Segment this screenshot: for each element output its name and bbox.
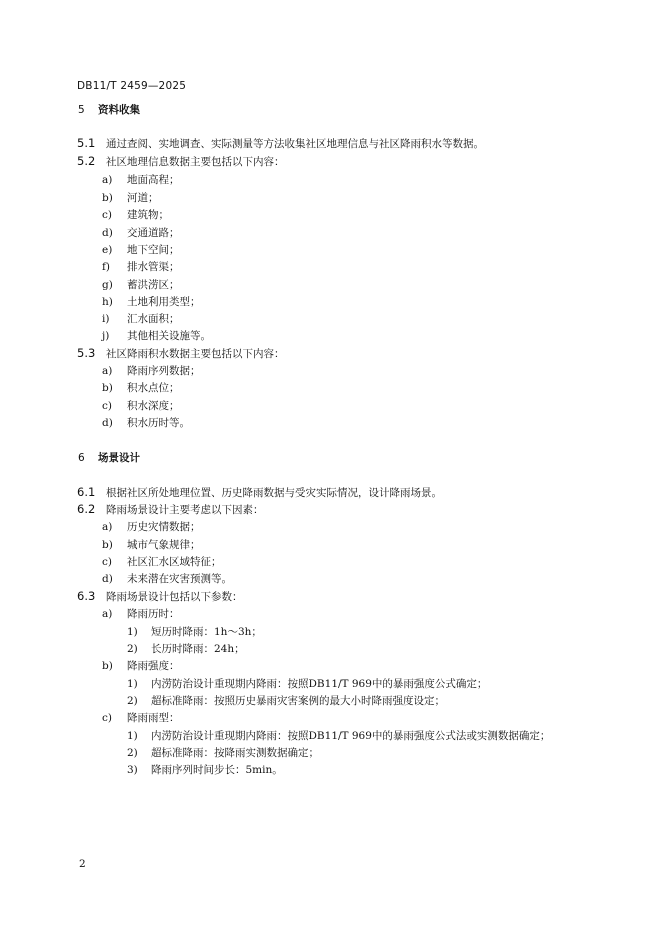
sub-list-item (127, 728, 550, 743)
clause-number: 5.2 (77, 154, 96, 168)
list-text: 降雨序列数据； (127, 365, 201, 377)
sub-list-marker: 2) (127, 695, 138, 707)
list-marker: c) (102, 712, 112, 724)
list-marker: b) (102, 192, 113, 204)
list-item (102, 537, 201, 552)
sub-list-item (127, 693, 445, 708)
sub-list-text: 短历时降雨：1h～3h； (151, 626, 262, 638)
sub-list-item (127, 745, 319, 760)
clause-5-2 (77, 154, 285, 169)
list-marker: g) (102, 279, 113, 291)
list-text: 交通道路； (127, 227, 180, 239)
clause-text: 降雨场景设计主要考虑以下因素： (106, 504, 264, 516)
sub-list-marker: 2) (127, 643, 138, 655)
sub-list-text: 降雨序列时间步长：5min。 (151, 764, 283, 776)
sub-list-marker: 2) (127, 747, 138, 759)
list-item (102, 606, 180, 621)
sub-list-marker: 3) (127, 764, 138, 776)
list-text: 其他相关设施等。 (127, 330, 211, 342)
list-marker: i) (102, 313, 110, 325)
sub-list-item (127, 676, 487, 691)
list-item (102, 380, 180, 395)
list-text: 社区汇水区域特征； (127, 556, 222, 568)
list-item (102, 658, 180, 673)
list-item (102, 311, 180, 326)
section-number: 6 (78, 452, 85, 464)
sub-list-text: 内涝防治设计重现期内降雨：按照DB11/T 969中的暴雨强度公式确定； (151, 678, 488, 690)
list-item (102, 294, 201, 309)
sub-list-item (127, 624, 262, 639)
list-text: 汇水面积； (127, 313, 180, 325)
list-marker: j) (102, 330, 110, 342)
list-marker: b) (102, 382, 113, 394)
list-item (102, 571, 232, 586)
list-item (102, 225, 180, 240)
clause-6-1 (77, 485, 442, 500)
list-marker: c) (102, 209, 112, 221)
list-marker: a) (102, 521, 113, 533)
section-5-heading (78, 102, 140, 117)
list-text: 降雨强度： (127, 660, 180, 672)
sub-list-item (127, 641, 245, 656)
list-text: 河道； (127, 192, 159, 204)
list-marker: a) (102, 365, 113, 377)
list-item (102, 207, 169, 222)
list-marker: b) (102, 660, 113, 672)
list-item (102, 259, 180, 274)
list-item (102, 398, 180, 413)
clause-text: 降雨场景设计包括以下参数： (106, 591, 243, 603)
sub-list-text: 内涝防治设计重现期内降雨：按照DB11/T 969中的暴雨强度公式法或实测数据确定； (151, 730, 551, 742)
list-item (102, 242, 180, 257)
list-text: 未来潜在灾害预测等。 (127, 573, 232, 585)
list-marker: d) (102, 417, 113, 429)
list-item (102, 172, 180, 187)
list-text: 土地利用类型； (127, 296, 201, 308)
list-item (102, 519, 201, 534)
standard-code-header: DB11/T 2459—2025 (77, 80, 187, 92)
clause-5-3 (77, 346, 285, 361)
sub-list-marker: 1) (127, 730, 138, 742)
section-title: 资料收集 (98, 104, 140, 116)
clause-text: 社区降雨积水数据主要包括以下内容： (106, 348, 285, 360)
list-text: 降雨雨型： (127, 712, 180, 724)
sub-list-marker: 1) (127, 678, 138, 690)
list-item (102, 710, 180, 725)
clause-6-2 (77, 502, 264, 517)
list-text: 降雨历时： (127, 608, 180, 620)
list-marker: h) (102, 296, 113, 308)
section-6-heading (78, 450, 140, 465)
clause-text: 社区地理信息数据主要包括以下内容： (106, 156, 285, 168)
sub-list-item (127, 762, 283, 777)
clause-6-3 (77, 589, 243, 604)
list-item (102, 415, 190, 430)
list-marker: a) (102, 608, 113, 620)
list-text: 积水深度； (127, 400, 180, 412)
list-marker: c) (102, 556, 112, 568)
clause-text: 通过查阅、实地调查、实际测量等方法收集社区地理信息与社区降雨积水等数据。 (106, 138, 484, 150)
list-item (102, 554, 222, 569)
section-number: 5 (78, 104, 85, 116)
clause-number: 5.1 (77, 136, 96, 150)
list-item (102, 363, 201, 378)
list-marker: d) (102, 573, 113, 585)
list-marker: d) (102, 227, 113, 239)
list-text: 地面高程； (127, 174, 180, 186)
clause-text: 根据社区所处地理位置、历史降雨数据与受灾实际情况，设计降雨场景。 (106, 487, 442, 499)
clause-number: 6.2 (77, 502, 96, 516)
list-marker: c) (102, 400, 112, 412)
clause-number: 5.3 (77, 346, 96, 360)
clause-number: 6.1 (77, 485, 96, 499)
list-text: 排水管渠； (127, 261, 180, 273)
list-marker: b) (102, 539, 113, 551)
sub-list-marker: 1) (127, 626, 138, 638)
list-text: 地下空间； (127, 244, 180, 256)
list-item (102, 328, 211, 343)
list-item (102, 277, 180, 292)
sub-list-text: 超标准降雨：按照历史暴雨灾害案例的最大小时降雨强度设定； (151, 695, 445, 707)
list-marker: e) (102, 244, 113, 256)
sub-list-text: 超标准降雨：按降雨实测数据确定； (151, 747, 319, 759)
section-title: 场景设计 (98, 452, 140, 464)
list-text: 蓄洪涝区； (127, 279, 180, 291)
list-text: 历史灾情数据； (127, 521, 201, 533)
list-item (102, 190, 159, 205)
list-text: 积水点位； (127, 382, 180, 394)
list-text: 建筑物； (127, 209, 169, 221)
list-marker: f) (102, 261, 110, 273)
clause-5-1 (77, 136, 484, 151)
page-number: 2 (79, 858, 86, 870)
list-text: 积水历时等。 (127, 417, 190, 429)
clause-number: 6.3 (77, 589, 96, 603)
list-text: 城市气象规律； (127, 539, 201, 551)
list-marker: a) (102, 174, 113, 186)
sub-list-text: 长历时降雨：24h； (151, 643, 245, 655)
